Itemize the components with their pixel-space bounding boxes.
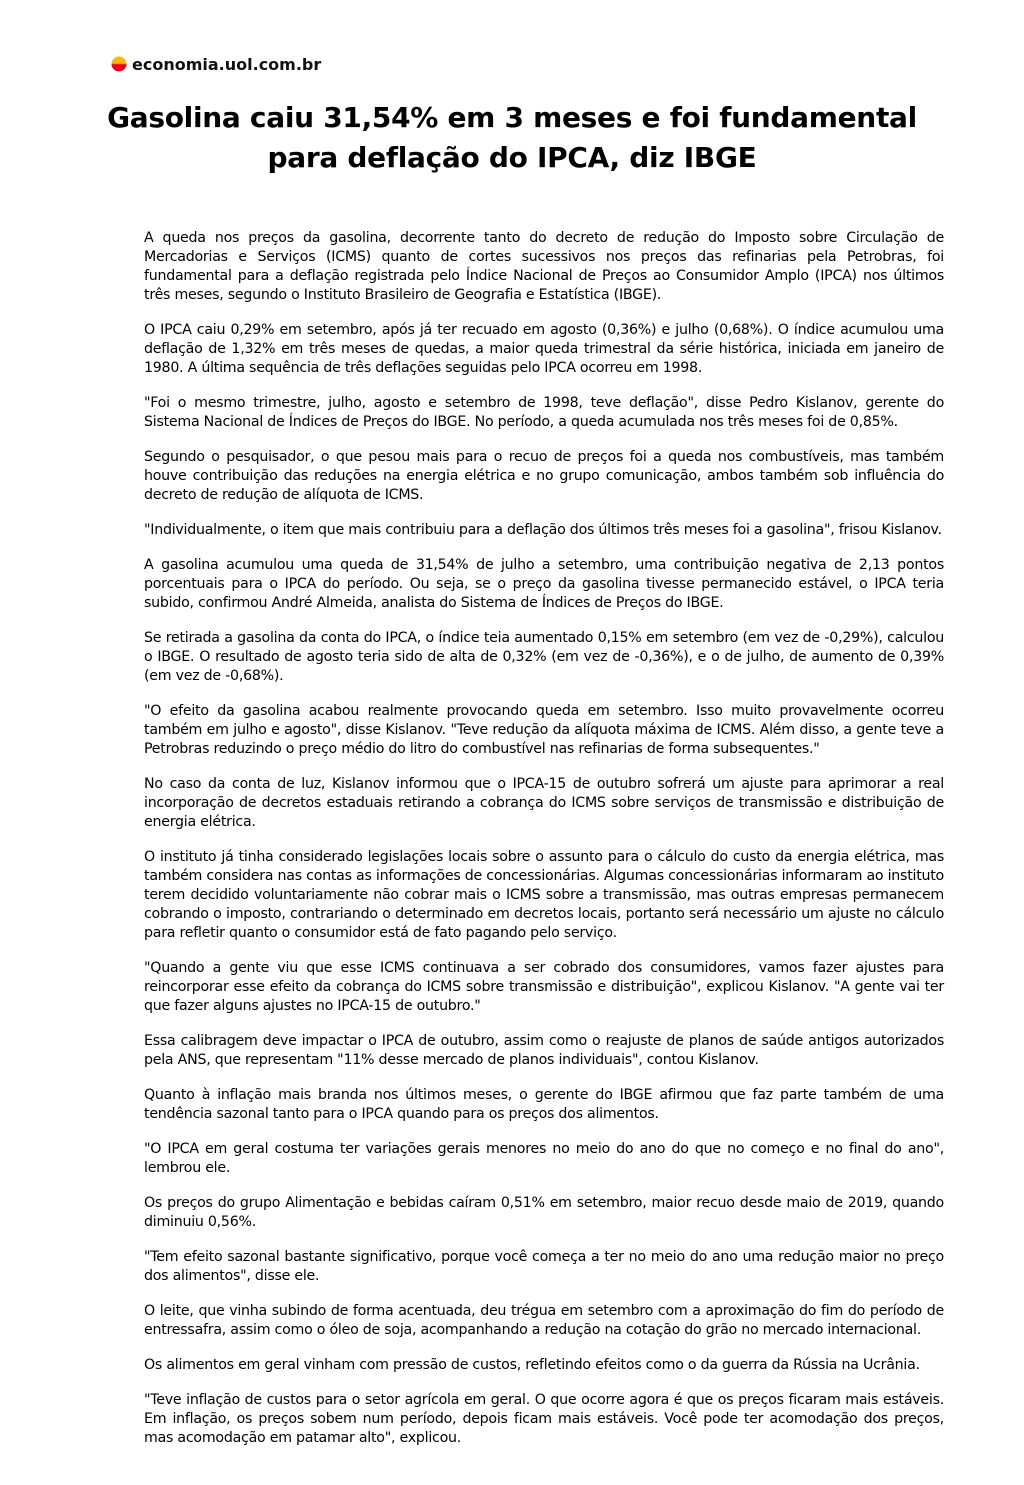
article-paragraph: O instituto já tinha considerado legislações locais sobre o assunto para o cálculo do custo da energia elétrica, mas também considera nas contas as informações de concessionárias. Algumas concessionárias informaram ao instituto terem decidido voluntariamente não cobrar mais o ICMS sobre a transmissão, mas outras empresas permanecem cobrando o imposto, contrariando o determinado em decretos locais, portanto será necessário um ajuste no cálculo para refletir quanto o consumidor está de fato pagando pelo serviço. bbox=[144, 849, 944, 941]
article-paragraph: A gasolina acumulou uma queda de 31,54% de julho a setembro, uma contribuição negativa de 2,13 pontos porcentuais para o IPCA do período. Ou seja, se o preço da gasolina tivesse permanecido estável, o IPCA teria subido, confirmou André Almeida, analista do Sistema de Índices de Preços do IBGE. bbox=[144, 557, 944, 611]
article-paragraph: "Tem efeito sazonal bastante significativo, porque você começa a ter no meio do ano uma redução maior no preço dos alimentos", disse ele. bbox=[144, 1249, 944, 1284]
site-header bbox=[111, 53, 321, 75]
article-paragraph: "O efeito da gasolina acabou realmente provocando queda em setembro. Isso muito provavelmente ocorreu também em julho e agosto", disse Kislanov. "Teve redução da alíquota máxima de ICMS. Além disso, a gente teve a Petrobras reduzindo o preço médio do litro do combustível nas refinarias de forma subsequentes." bbox=[144, 703, 944, 757]
site-name[interactable]: economia.uol.com.br bbox=[132, 54, 322, 74]
article-paragraph: Segundo o pesquisador, o que pesou mais para o recuo de preços foi a queda nos combustíveis, mas também houve contribuição das reduções na energia elétrica e no grupo comunicação, ambos também sob influência do decreto de redução de alíquota de ICMS. bbox=[144, 449, 944, 503]
article-paragraph: Se retirada a gasolina da conta do IPCA, o índice teia aumentado 0,15% em setembro (em vez de -0,29%), calculou o IBGE. O resultado de agosto teria sido de alta de 0,32% (em vez de -0,36%), e o de julho, de aumento de 0,39% (em vez de -0,68%). bbox=[144, 630, 944, 684]
article-paragraph: Quanto à inflação mais branda nos últimos meses, o gerente do IBGE afirmou que faz parte também de uma tendência sazonal tanto para o IPCA quando para os preços dos alimentos. bbox=[144, 1087, 944, 1122]
article-paragraph: Os alimentos em geral vinham com pressão de custos, refletindo efeitos como o da guerra da Rússia na Ucrânia. bbox=[144, 1357, 920, 1373]
article-paragraph: "Foi o mesmo trimestre, julho, agosto e setembro de 1998, teve deflação", disse Pedro Kislanov, gerente do Sistema Nacional de Índices de Preços do IBGE. No período, a queda acumulada nos três meses foi de 0,85%. bbox=[144, 395, 944, 430]
article-paragraph: A queda nos preços da gasolina, decorrente tanto do decreto de redução do Imposto sobre Circulação de Mercadorias e Serviços (ICMS) quanto de cortes sucessivos nos preços das refinarias pela Petrobras, foi fundamental para a deflação registrada pelo Índice Nacional de Preços ao Consumidor Amplo (IPCA) nos últimos três meses, segundo o Instituto Brasileiro de Geografia e Estatística (IBGE). bbox=[144, 230, 944, 303]
article-body bbox=[144, 229, 944, 1464]
article-paragraph: Essa calibragem deve impactar o IPCA de outubro, assim como o reajuste de planos de saúde antigos autorizados pela ANS, que representam "11% desse mercado de planos individuais", contou Kislanov. bbox=[144, 1033, 944, 1068]
article-title: Gasolina caiu 31,54% em 3 meses e foi fundamental para deflação do IPCA, diz IBGE bbox=[107, 101, 917, 174]
article-paragraph: O leite, que vinha subindo de forma acentuada, deu trégua em setembro com a aproximação do fim do período de entressafra, assim como o óleo de soja, acompanhando a redução na cotação do grão no mercado internacional. bbox=[144, 1303, 944, 1338]
article-paragraph: No caso da conta de luz, Kislanov informou que o IPCA-15 de outubro sofrerá um ajuste para aprimorar a real incorporação de decretos estaduais retirando a cobrança do ICMS sobre serviços de transmissão e distribuição de energia elétrica. bbox=[144, 776, 944, 830]
article-paragraph: Os preços do grupo Alimentação e bebidas caíram 0,51% em setembro, maior recuo desde maio de 2019, quando diminuiu 0,56%. bbox=[144, 1195, 944, 1230]
article-paragraph: "Quando a gente viu que esse ICMS continuava a ser cobrado dos consumidores, vamos fazer ajustes para reincorporar esse efeito da cobrança do ICMS sobre transmissão e distribuição", explicou Kislanov. "A gente vai ter que fazer alguns ajustes no IPCA-15 de outubro." bbox=[144, 960, 944, 1014]
article-paragraph: O IPCA caiu 0,29% em setembro, após já ter recuado em agosto (0,36%) e julho (0,68%). O índice acumulou uma deflação de 1,32% em três meses de quedas, a maior queda trimestral da série histórica, iniciada em janeiro de 1980. A última sequência de três deflações seguidas pelo IPCA ocorreu em 1998. bbox=[144, 322, 944, 376]
article-paragraph: "Individualmente, o item que mais contribuiu para a deflação dos últimos três meses foi a gasolina", frisou Kislanov. bbox=[144, 522, 942, 538]
article-paragraph: "Teve inflação de custos para o setor agrícola em geral. O que ocorre agora é que os preços ficaram mais estáveis. Em inflação, os preços sobem num período, depois ficam mais estáveis. Você pode ter acomodação dos preços, mas acomodação em patamar alto", explicou. bbox=[144, 1392, 944, 1446]
article-paragraph: "O IPCA em geral costuma ter variações gerais menores no meio do ano do que no começo e no final do ano", lembrou ele. bbox=[144, 1141, 944, 1176]
uol-circle-logo-icon[interactable] bbox=[111, 56, 127, 72]
